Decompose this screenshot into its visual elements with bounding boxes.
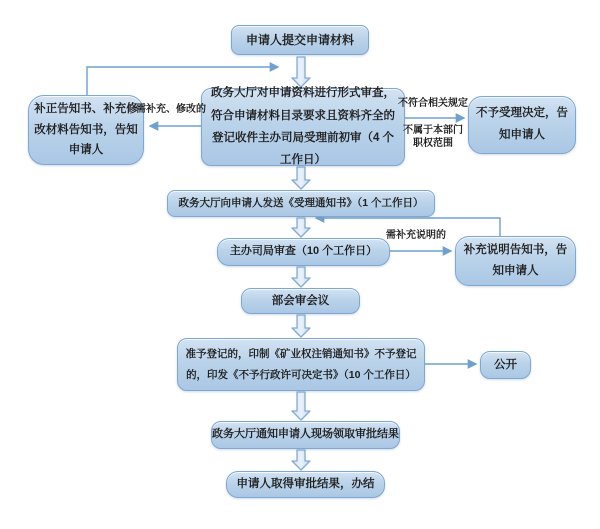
node-rejection-decision: 不予受理决定，告知申请人: [468, 96, 576, 154]
node-submit: 申请人提交申请材料: [231, 25, 369, 55]
node-correction-notice: 补正告知书、补充修改材料告知书，告知申请人: [28, 95, 144, 165]
node-publish: 公开: [480, 351, 531, 379]
node-decision: 准予登记的，印制《矿业权注销通知书》不予登记的，印发《不予行政许可决定书》（10 个工作日）: [177, 338, 425, 391]
block-arrow-pickup-to-complete: [292, 450, 310, 470]
node-supplement-notice: 补充说明告知书，告知申请人: [455, 236, 576, 286]
node-formal-review: 政务大厅对申请资料进行形式审查，符合申请材料目录要求且资料齐全的登记收件主办司局受理前初审（4 个工作日）: [201, 88, 405, 166]
block-arrow-acceptance-to-deptreview: [292, 218, 310, 237]
node-complete: 申请人取得审批结果，办结: [226, 471, 385, 498]
label-need-supplement-explain: 需补充说明的: [386, 230, 446, 241]
node-pickup-notice: 政务大厅通知申请人现场领取审批结果: [211, 421, 400, 449]
node-dept-review: 主办司局审查（10 个工作日）: [217, 238, 390, 266]
label-need-supplement-modify: 需补充、修改的: [136, 104, 206, 115]
block-arrow-meeting-to-decision: [292, 315, 310, 337]
block-arrow-decision-to-pickup: [292, 392, 310, 420]
node-meeting: 部会审会议: [241, 288, 360, 314]
node-acceptance-notice: 政务大厅向申请人发送《受理通知书》（1 个工作日）: [167, 190, 435, 217]
label-not-in-scope: 不属于本部门职权范围: [403, 125, 463, 149]
block-arrow-deptreview-to-meeting: [292, 267, 310, 287]
label-not-conform: 不符合相关规定: [398, 98, 468, 109]
